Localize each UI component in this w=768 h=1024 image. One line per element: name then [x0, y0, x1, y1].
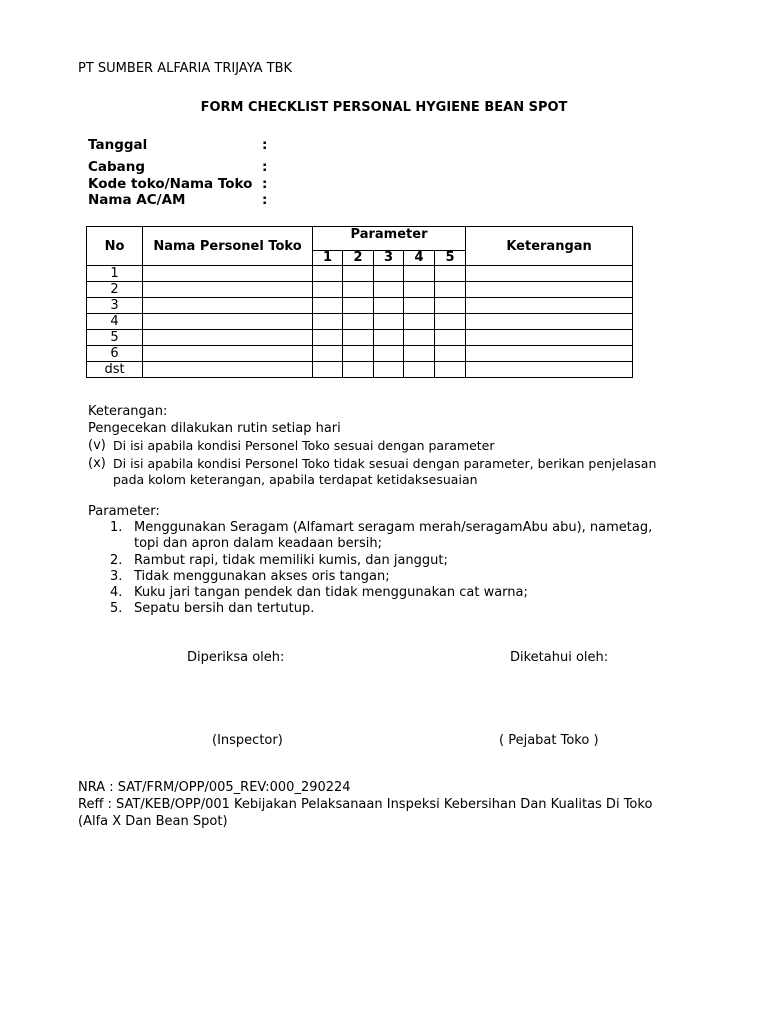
parameter-text: Kuku jari tangan pendek dan tidak menggunakan cat warna; — [134, 585, 528, 600]
check-cell[interactable] — [435, 346, 466, 362]
known-by-label: Diketahui oleh: — [510, 650, 609, 665]
row-number: 4 — [87, 314, 143, 330]
field-label-nama-ac-am: Nama AC/AM — [88, 192, 186, 208]
name-cell[interactable] — [143, 330, 313, 346]
check-cell[interactable] — [343, 362, 374, 378]
notes-v-text: Di isi apabila kondisi Personel Toko sesuai dengan parameter — [113, 438, 495, 453]
row-number: dst — [87, 362, 143, 378]
parameter-text: Rambut rapi, tidak memiliki kumis, dan janggut; — [134, 553, 448, 568]
footer-reff-continued: (Alfa X Dan Bean Spot) — [78, 814, 228, 829]
check-cell[interactable] — [374, 298, 404, 314]
check-cell[interactable] — [313, 298, 343, 314]
field-colon: : — [262, 176, 268, 192]
table-row — [87, 282, 633, 298]
check-cell[interactable] — [404, 346, 435, 362]
field-colon: : — [262, 159, 268, 175]
table-row — [87, 330, 633, 346]
inspector-signature-label: (Inspector) — [212, 733, 283, 748]
parameter-text: Tidak menggunakan akses oris tangan; — [134, 569, 390, 584]
check-cell[interactable] — [435, 298, 466, 314]
check-cell[interactable] — [404, 266, 435, 282]
parameters-heading: Parameter: — [88, 504, 160, 519]
parameter-number: 3. — [110, 569, 123, 584]
check-cell[interactable] — [404, 298, 435, 314]
parameter-number: 4. — [110, 585, 123, 600]
notes-heading: Keterangan: — [88, 404, 168, 419]
field-label-cabang: Cabang — [88, 159, 146, 175]
check-cell[interactable] — [435, 266, 466, 282]
check-cell[interactable] — [404, 362, 435, 378]
table-row — [87, 298, 633, 314]
notes-x-text: Di isi apabila kondisi Personel Toko tidak sesuai dengan parameter, berikan penjelasan — [113, 456, 657, 471]
row-number: 2 — [87, 282, 143, 298]
row-number: 5 — [87, 330, 143, 346]
column-header-name: Nama Personel Toko — [143, 227, 313, 266]
parameter-text: Menggunakan Seragam (Alfamart seragam merah/seragamAbu abu), nametag, — [134, 520, 653, 535]
parameter-text: Sepatu bersih dan tertutup. — [134, 601, 315, 616]
column-header-keterangan: Keterangan — [466, 227, 633, 266]
column-header-no: No — [87, 227, 143, 266]
row-number: 6 — [87, 346, 143, 362]
note-cell[interactable] — [466, 362, 633, 378]
column-header-parameter: Parameter — [313, 227, 466, 251]
notes-x-mark: (x) — [88, 456, 106, 471]
check-cell[interactable] — [313, 266, 343, 282]
table-row — [87, 346, 633, 362]
row-number: 3 — [87, 298, 143, 314]
check-cell[interactable] — [374, 346, 404, 362]
checked-by-label: Diperiksa oleh: — [187, 650, 285, 665]
notes-x-text-continued: pada kolom keterangan, apabila terdapat ketidaksesuaian — [113, 472, 478, 487]
check-cell[interactable] — [435, 362, 466, 378]
check-cell[interactable] — [435, 282, 466, 298]
field-colon: : — [262, 137, 268, 153]
notes-v-mark: (v) — [88, 438, 106, 453]
note-cell[interactable] — [466, 346, 633, 362]
check-cell[interactable] — [404, 330, 435, 346]
check-cell[interactable] — [374, 314, 404, 330]
store-official-signature-label: ( Pejabat Toko ) — [499, 733, 599, 748]
form-title: FORM CHECKLIST PERSONAL HYGIENE BEAN SPOT — [200, 100, 568, 115]
parameter-number: 5. — [110, 601, 123, 616]
parameter-number: 4 — [404, 251, 435, 266]
row-number: 1 — [87, 266, 143, 282]
field-label-tanggal: Tanggal — [88, 137, 148, 153]
check-cell[interactable] — [343, 298, 374, 314]
name-cell[interactable] — [143, 266, 313, 282]
parameter-number: 1. — [110, 520, 123, 535]
note-cell[interactable] — [466, 330, 633, 346]
footer-reff: Reff : SAT/KEB/OPP/001 Kebijakan Pelaksanaan Inspeksi Kebersihan Dan Kualitas Di Toko — [78, 797, 653, 812]
check-cell[interactable] — [404, 314, 435, 330]
check-cell[interactable] — [343, 282, 374, 298]
check-cell[interactable] — [343, 314, 374, 330]
note-cell[interactable] — [466, 298, 633, 314]
check-cell[interactable] — [343, 330, 374, 346]
parameter-text-continued: topi dan apron dalam keadaan bersih; — [134, 536, 383, 551]
check-cell[interactable] — [313, 314, 343, 330]
check-cell[interactable] — [404, 282, 435, 298]
note-cell[interactable] — [466, 282, 633, 298]
check-cell[interactable] — [313, 330, 343, 346]
note-cell[interactable] — [466, 314, 633, 330]
name-cell[interactable] — [143, 362, 313, 378]
check-cell[interactable] — [313, 362, 343, 378]
company-name: PT SUMBER ALFARIA TRIJAYA TBK — [78, 61, 293, 76]
check-cell[interactable] — [374, 282, 404, 298]
parameter-number: 3 — [374, 251, 404, 266]
notes-routine-line: Pengecekan dilakukan rutin setiap hari — [88, 421, 341, 436]
check-cell[interactable] — [313, 346, 343, 362]
name-cell[interactable] — [143, 346, 313, 362]
parameter-number: 5 — [435, 251, 466, 266]
field-colon: : — [262, 192, 268, 208]
parameter-number: 2 — [343, 251, 374, 266]
check-cell[interactable] — [374, 266, 404, 282]
note-cell[interactable] — [466, 266, 633, 282]
name-cell[interactable] — [143, 314, 313, 330]
name-cell[interactable] — [143, 298, 313, 314]
check-cell[interactable] — [343, 266, 374, 282]
parameter-number: 2. — [110, 553, 123, 568]
table-row — [87, 362, 633, 378]
check-cell[interactable] — [374, 330, 404, 346]
table-row — [87, 266, 633, 282]
checklist-table — [86, 226, 633, 378]
check-cell[interactable] — [343, 346, 374, 362]
check-cell[interactable] — [435, 330, 466, 346]
check-cell[interactable] — [435, 314, 466, 330]
table-row — [87, 314, 633, 330]
footer-nra: NRA : SAT/FRM/OPP/005_REV:000_290224 — [78, 780, 351, 795]
name-cell[interactable] — [143, 282, 313, 298]
check-cell[interactable] — [374, 362, 404, 378]
check-cell[interactable] — [313, 282, 343, 298]
field-label-kode-toko: Kode toko/Nama Toko — [88, 176, 253, 192]
parameter-number: 1 — [313, 251, 343, 266]
